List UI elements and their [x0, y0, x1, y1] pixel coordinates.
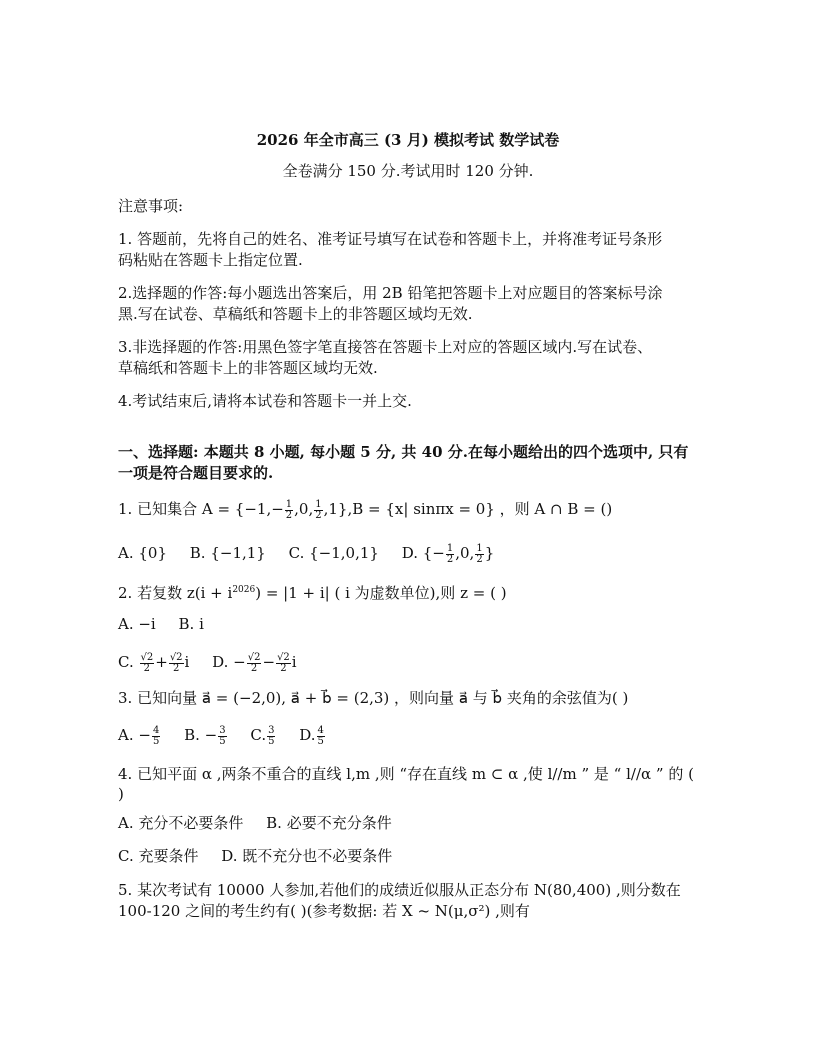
q3-optc-frac: [267, 726, 275, 747]
q2-optc-frac-2: [169, 653, 184, 674]
q3-optd-pre: D.: [299, 726, 316, 744]
q2-optc-f2-den: 2: [172, 662, 180, 674]
q1-option-d: [401, 542, 495, 565]
q2-optc-pre: C.: [118, 653, 134, 671]
q3-option-c: [250, 725, 276, 747]
q3-optc-pre: C.: [250, 726, 267, 744]
q2-optd-f1-num: √2: [247, 651, 261, 663]
question-3-stem: 3. 已知向量 a⃗ = (−2,0), a⃗ + b⃗ = (2,3) ，则向量 a⃗ 与 b⃗ 夹角的余弦值为( ): [118, 689, 629, 707]
note-4: 4.考试结束后,请将本试卷和答题卡一并上交.: [118, 392, 412, 410]
question-4-stem-line-2: ): [118, 785, 124, 803]
question-2-stem: [118, 580, 507, 603]
q1-fraction-half-2: [314, 500, 322, 521]
note-1-line-1: 1. 答题前，先将自己的姓名、准考证号填写在试卷和答题卡上，并将准考证号条形: [118, 230, 663, 248]
question-3-options: [118, 725, 326, 747]
q3-option-d: [299, 724, 326, 747]
note-2-line-2: 黑.写在试卷、草稿纸和答题卡上的非答题区域均无效.: [118, 305, 473, 323]
q2-stem-post: ) = |1 + i| ( i 为虚数单位),则 z = ( ): [255, 584, 507, 602]
q2-optd-pre: D. −: [212, 653, 246, 671]
q3-opta-num: 4: [152, 724, 160, 736]
q2-option-c: [118, 651, 190, 674]
q2-optd-i: i: [291, 653, 297, 671]
q1-option-a: A. {0}: [118, 544, 167, 562]
q1-optd-pre: D. {−: [401, 544, 445, 562]
q2-stem-pre: 2. 若复数 z(i + i: [118, 584, 233, 602]
q3-optd-frac: [317, 726, 325, 747]
q3-optc-den: 5: [268, 735, 275, 747]
q2-optc-i: i: [184, 653, 190, 671]
q3-option-b: [184, 725, 228, 747]
q1-stem-pre: 1. 已知集合 A = {−1,−: [118, 500, 284, 518]
q2-optc-frac-1: [140, 653, 155, 674]
q2-optd-minus: −: [262, 653, 276, 671]
q1-option-c: C. {−1,0,1}: [288, 544, 379, 562]
q3-optb-pre: B. −: [184, 726, 218, 744]
notes-heading: 注意事项:: [118, 197, 184, 215]
q1-optd-f1-den: 2: [446, 553, 454, 565]
question-5-stem-line-1: 5. 某次考试有 10000 人参加,若他们的成绩近似服从正态分布 N(80,400) ,则分数在: [118, 881, 681, 899]
q3-optd-den: 5: [317, 735, 324, 747]
question-1-options: [118, 543, 494, 565]
q2-option-a: A. −i: [118, 615, 156, 633]
q1-frac1-den: 2: [285, 509, 293, 521]
q3-opta-den: 5: [152, 735, 160, 747]
q1-frac2-num: 1: [315, 498, 322, 510]
question-1-stem: [118, 499, 612, 521]
q2-optd-f2-den: 2: [280, 662, 287, 674]
q1-optd-f1-num: 1: [446, 542, 454, 554]
q1-frac2-den: 2: [315, 509, 322, 521]
section-1-heading-line-2: 一项是符合题目要求的.: [118, 464, 274, 482]
q2-optd-f1-den: 2: [250, 662, 258, 674]
question-5-stem-line-2: 100-120 之间的考生约有( )(参考数据: 若 X ~ N(μ,σ²) ,则有: [118, 902, 530, 920]
q4-option-d: D. 既不充分也不必要条件: [221, 847, 393, 865]
note-3-line-2: 草稿纸和答题卡上的非答题区域均无效.: [118, 359, 378, 377]
q2-optc-f1-den: 2: [143, 662, 151, 674]
q1-optd-frac-2: [475, 544, 483, 565]
q2-option-b: B. i: [178, 615, 204, 633]
q1-stem-post: ,1},B = {x| sinπx = 0} ，则 A ∩ B = (): [323, 500, 613, 518]
q1-stem-mid: ,0,: [294, 500, 314, 518]
q2-optd-f2-num: √2: [277, 651, 290, 663]
q2-optc-f1-num: √2: [140, 651, 154, 663]
q3-optc-num: 3: [268, 724, 275, 736]
q1-frac1-num: 1: [285, 498, 293, 510]
note-1-line-2: 码粘贴在答题卡上指定位置.: [118, 251, 303, 269]
section-1-heading-line-1: 一、选择题: 本题共 8 小题, 每小题 5 分, 共 40 分.在每小题给出的四个选项中, 只有: [118, 443, 689, 461]
q2-optd-frac-2: [276, 653, 291, 674]
q3-optb-frac: [218, 726, 226, 747]
q1-option-b: B. {−1,1}: [189, 544, 266, 562]
q4-option-a: A. 充分不必要条件: [118, 814, 244, 832]
question-2-options-cd: [118, 652, 297, 674]
note-3-line-1: 3.非选择题的作答:用黑色签字笔直接答在答题卡上对应的答题区域内.写在试卷、: [118, 338, 653, 356]
q2-exponent: 2026: [232, 585, 256, 595]
q1-optd-post: }: [484, 544, 495, 562]
q4-option-c: C. 充要条件: [118, 847, 199, 865]
question-4-stem-line-1: 4. 已知平面 α ,两条不重合的直线 l,m ,则 “存在直线 m ⊂ α ,使 l//m ” 是 “ l//α ” 的 (: [118, 765, 694, 783]
q2-optc-plus: +: [155, 653, 168, 671]
q3-option-a: [118, 725, 161, 747]
question-4-options-ab: [118, 813, 392, 833]
question-2-options-ab: [118, 614, 204, 634]
exam-title: 2026 年全市高三 (3 月) 模拟考试 数学试卷: [256, 131, 560, 149]
q2-optd-frac-1: [247, 653, 262, 674]
q3-optb-num: 3: [219, 724, 226, 736]
q3-opta-pre: A. −: [118, 726, 151, 744]
q4-option-b: B. 必要不充分条件: [266, 814, 392, 832]
q1-optd-f2-den: 2: [476, 553, 483, 565]
q3-optb-den: 5: [219, 735, 226, 747]
q1-fraction-half-1: [285, 500, 293, 521]
q1-optd-f2-num: 1: [476, 542, 483, 554]
exam-subtitle: 全卷满分 150 分.考试用时 120 分钟.: [282, 162, 534, 180]
q2-optc-f2-num: √2: [169, 651, 183, 663]
q1-optd-frac-1: [446, 544, 454, 565]
q1-optd-mid: ,0,: [455, 544, 475, 562]
q3-opta-frac: [152, 726, 160, 747]
q2-option-d: [212, 651, 297, 674]
note-2-line-1: 2.选择题的作答:每小题选出答案后，用 2B 铅笔把答题卡上对应题目的答案标号涂: [118, 284, 663, 302]
q3-optd-num: 4: [317, 724, 324, 736]
question-4-options-cd: [118, 846, 392, 866]
